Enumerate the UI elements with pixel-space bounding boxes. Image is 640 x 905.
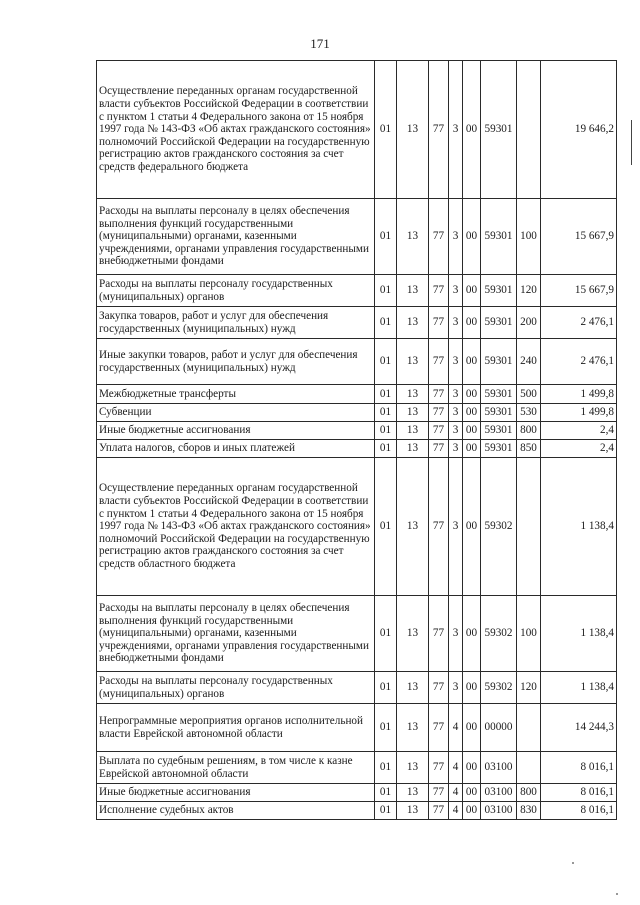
row-sum: 15 667,9 xyxy=(541,199,617,275)
row-vr: 120 xyxy=(517,275,541,307)
row-rz: 01 xyxy=(375,275,397,307)
row-group: 00 xyxy=(463,199,481,275)
row-pr: 13 xyxy=(397,596,429,672)
row-program: 77 xyxy=(429,440,449,458)
row-group: 00 xyxy=(463,339,481,385)
row-sum: 1 499,8 xyxy=(541,385,617,404)
row-vr: 800 xyxy=(517,784,541,802)
row-rz: 01 xyxy=(375,704,397,752)
row-name: Расходы на выплаты персоналу в целях обеспечения выполнения функций государственными (муниципальными) органами, казенными учреждениями, органами управления государственными внебюджетными фондами xyxy=(97,596,375,672)
row-pr: 13 xyxy=(397,275,429,307)
row-group: 00 xyxy=(463,704,481,752)
row-sum: 1 138,4 xyxy=(541,672,617,704)
row-sum: 2 476,1 xyxy=(541,307,617,339)
row-group: 00 xyxy=(463,275,481,307)
row-code: 03100 xyxy=(481,802,517,820)
row-sub: 3 xyxy=(449,596,463,672)
row-sub: 3 xyxy=(449,422,463,440)
row-pr: 13 xyxy=(397,802,429,820)
table-row xyxy=(97,385,617,404)
row-vr xyxy=(517,752,541,784)
row-rz: 01 xyxy=(375,422,397,440)
row-pr: 13 xyxy=(397,458,429,596)
row-sum: 1 138,4 xyxy=(541,596,617,672)
row-sub: 3 xyxy=(449,275,463,307)
row-name: Расходы на выплаты персоналу государственных (муниципальных) органов xyxy=(97,275,375,307)
table-row xyxy=(97,307,617,339)
table-row xyxy=(97,784,617,802)
row-pr: 13 xyxy=(397,404,429,422)
row-pr: 13 xyxy=(397,784,429,802)
row-sum: 14 244,3 xyxy=(541,704,617,752)
row-vr xyxy=(517,704,541,752)
row-vr xyxy=(517,458,541,596)
row-sum: 19 646,2 xyxy=(541,61,617,199)
table-row xyxy=(97,458,617,596)
row-program: 77 xyxy=(429,275,449,307)
row-sum: 1 138,4 xyxy=(541,458,617,596)
row-rz: 01 xyxy=(375,440,397,458)
row-sum: 8 016,1 xyxy=(541,802,617,820)
row-vr: 530 xyxy=(517,404,541,422)
row-sum: 2,4 xyxy=(541,422,617,440)
row-sub: 3 xyxy=(449,339,463,385)
row-program: 77 xyxy=(429,339,449,385)
row-rz: 01 xyxy=(375,307,397,339)
row-pr: 13 xyxy=(397,440,429,458)
row-pr: 13 xyxy=(397,385,429,404)
row-sub: 3 xyxy=(449,672,463,704)
row-name: Субвенции xyxy=(97,404,375,422)
row-group: 00 xyxy=(463,458,481,596)
row-sub: 3 xyxy=(449,61,463,199)
row-rz: 01 xyxy=(375,596,397,672)
row-code: 59301 xyxy=(481,199,517,275)
row-code: 00000 xyxy=(481,704,517,752)
row-name: Расходы на выплаты персоналу в целях обеспечения выполнения функций государственными (муниципальными) органами, казенными учреждениями, органами управления государственными внебюджетными фондами xyxy=(97,199,375,275)
row-code: 59301 xyxy=(481,339,517,385)
row-name: Закупка товаров, работ и услуг для обеспечения государственных (муниципальных) нужд xyxy=(97,307,375,339)
row-sub: 4 xyxy=(449,752,463,784)
row-sub: 3 xyxy=(449,307,463,339)
row-sum: 8 016,1 xyxy=(541,752,617,784)
row-name: Расходы на выплаты персоналу государственных (муниципальных) органов xyxy=(97,672,375,704)
row-rz: 01 xyxy=(375,385,397,404)
scan-speck xyxy=(572,862,574,864)
row-program: 77 xyxy=(429,596,449,672)
row-code: 59301 xyxy=(481,307,517,339)
row-code: 59301 xyxy=(481,440,517,458)
row-program: 77 xyxy=(429,458,449,596)
page-number: 171 xyxy=(310,36,330,51)
row-sub: 3 xyxy=(449,404,463,422)
row-name: Осуществление переданных органам государственной власти субъектов Российской Федерации в соответствии с пунктом 1 статьи 4 Федерального закона от 15 ноября 1997 года № 143-ФЗ «Об актах гражданского состояния» полномочий Российской Федерации на государственную регистрацию актов гражданского состояния за счет средств федерального бюджета xyxy=(97,61,375,199)
table-row xyxy=(97,596,617,672)
row-name: Иные бюджетные ассигнования xyxy=(97,784,375,802)
row-pr: 13 xyxy=(397,752,429,784)
row-rz: 01 xyxy=(375,752,397,784)
row-code: 59301 xyxy=(481,275,517,307)
row-rz: 01 xyxy=(375,672,397,704)
row-name: Уплата налогов, сборов и иных платежей xyxy=(97,440,375,458)
row-sub: 3 xyxy=(449,199,463,275)
table-row xyxy=(97,422,617,440)
row-code: 59302 xyxy=(481,672,517,704)
row-sub: 4 xyxy=(449,784,463,802)
row-rz: 01 xyxy=(375,404,397,422)
row-program: 77 xyxy=(429,752,449,784)
row-sum: 15 667,9 xyxy=(541,275,617,307)
row-program: 77 xyxy=(429,802,449,820)
row-program: 77 xyxy=(429,422,449,440)
table-row xyxy=(97,440,617,458)
row-sum: 8 016,1 xyxy=(541,784,617,802)
table-row xyxy=(97,752,617,784)
row-code: 59301 xyxy=(481,385,517,404)
row-group: 00 xyxy=(463,672,481,704)
row-program: 77 xyxy=(429,61,449,199)
row-code: 59301 xyxy=(481,61,517,199)
row-pr: 13 xyxy=(397,61,429,199)
row-vr: 120 xyxy=(517,672,541,704)
row-name: Иные закупки товаров, работ и услуг для обеспечения государственных (муниципальных) нужд xyxy=(97,339,375,385)
table-row xyxy=(97,275,617,307)
row-pr: 13 xyxy=(397,199,429,275)
row-name: Иные бюджетные ассигнования xyxy=(97,422,375,440)
row-sum: 1 499,8 xyxy=(541,404,617,422)
row-code: 59301 xyxy=(481,422,517,440)
row-pr: 13 xyxy=(397,307,429,339)
row-group: 00 xyxy=(463,784,481,802)
row-vr: 200 xyxy=(517,307,541,339)
row-sum: 2 476,1 xyxy=(541,339,617,385)
row-program: 77 xyxy=(429,307,449,339)
row-code: 59301 xyxy=(481,404,517,422)
row-name: Исполнение судебных актов xyxy=(97,802,375,820)
row-sum: 2,4 xyxy=(541,440,617,458)
row-program: 77 xyxy=(429,385,449,404)
row-vr: 830 xyxy=(517,802,541,820)
row-sub: 4 xyxy=(449,704,463,752)
row-rz: 01 xyxy=(375,339,397,385)
row-sub: 4 xyxy=(449,802,463,820)
row-sub: 3 xyxy=(449,440,463,458)
row-group: 00 xyxy=(463,422,481,440)
table-row xyxy=(97,404,617,422)
row-pr: 13 xyxy=(397,422,429,440)
row-pr: 13 xyxy=(397,339,429,385)
row-name: Выплата по судебным решениям, в том числе к казне Еврейской автономной области xyxy=(97,752,375,784)
table-row xyxy=(97,672,617,704)
row-group: 00 xyxy=(463,385,481,404)
scan-speck xyxy=(616,893,618,895)
row-group: 00 xyxy=(463,307,481,339)
row-program: 77 xyxy=(429,672,449,704)
row-code: 59302 xyxy=(481,596,517,672)
row-vr: 850 xyxy=(517,440,541,458)
row-program: 77 xyxy=(429,704,449,752)
table-body xyxy=(97,61,617,820)
row-program: 77 xyxy=(429,404,449,422)
row-rz: 01 xyxy=(375,61,397,199)
row-sub: 3 xyxy=(449,458,463,596)
budget-table xyxy=(96,60,617,820)
row-group: 00 xyxy=(463,61,481,199)
table-row xyxy=(97,61,617,199)
row-name: Межбюджетные трансферты xyxy=(97,385,375,404)
table-row xyxy=(97,199,617,275)
row-name: Непрограммные мероприятия органов исполнительной власти Еврейской автономной области xyxy=(97,704,375,752)
row-code: 03100 xyxy=(481,752,517,784)
table-row xyxy=(97,339,617,385)
table-row xyxy=(97,704,617,752)
row-code: 03100 xyxy=(481,784,517,802)
row-pr: 13 xyxy=(397,672,429,704)
row-group: 00 xyxy=(463,440,481,458)
scan-edge-line xyxy=(631,120,632,165)
row-group: 00 xyxy=(463,802,481,820)
row-vr xyxy=(517,61,541,199)
row-sub: 3 xyxy=(449,385,463,404)
row-rz: 01 xyxy=(375,458,397,596)
row-group: 00 xyxy=(463,404,481,422)
row-rz: 01 xyxy=(375,784,397,802)
row-code: 59302 xyxy=(481,458,517,596)
row-rz: 01 xyxy=(375,199,397,275)
row-program: 77 xyxy=(429,199,449,275)
row-group: 00 xyxy=(463,752,481,784)
row-group: 00 xyxy=(463,596,481,672)
row-vr: 100 xyxy=(517,199,541,275)
row-name: Осуществление переданных органам государственной власти субъектов Российской Федерации в соответствии с пунктом 1 статьи 4 Федерального закона от 15 ноября 1997 года № 143-ФЗ «Об актах гражданского состояния» полномочий Российской Федерации на государственную регистрацию актов гражданского состояния за счет средств областного бюджета xyxy=(97,458,375,596)
row-vr: 100 xyxy=(517,596,541,672)
row-vr: 500 xyxy=(517,385,541,404)
row-program: 77 xyxy=(429,784,449,802)
row-pr: 13 xyxy=(397,704,429,752)
row-rz: 01 xyxy=(375,802,397,820)
table-row xyxy=(97,802,617,820)
row-vr: 800 xyxy=(517,422,541,440)
row-vr: 240 xyxy=(517,339,541,385)
